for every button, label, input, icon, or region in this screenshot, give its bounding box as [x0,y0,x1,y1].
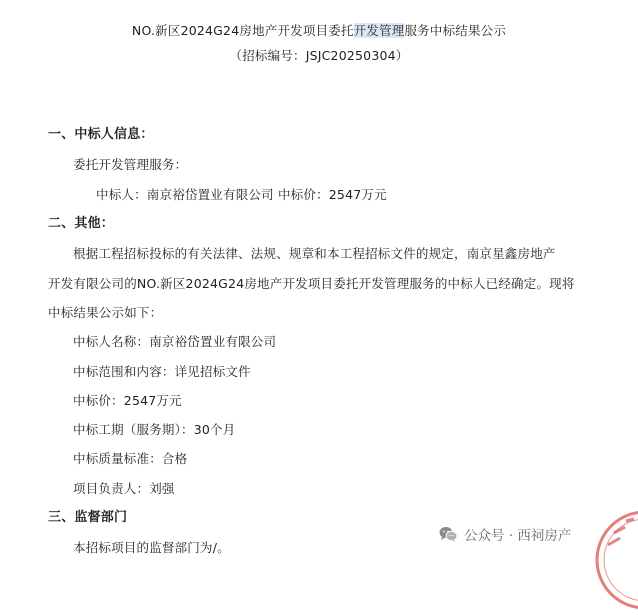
winner-summary: 中标人：南京裕岱置业有限公司 中标价：2547万元 [96,187,387,202]
tender-number: （招标编号：JSJC20250304） [229,48,409,63]
detail-manager: 项目负责人：刘强 [73,481,175,496]
service-label: 委托开发管理服务： [73,157,188,172]
watermark-text: 公众号 · 西祠房产 [464,528,572,544]
section-heading-other: 二、其他： [48,216,115,231]
section-heading-supervision: 三、监督部门 [48,510,128,525]
section-heading-winner-info: 一、中标人信息： [48,127,154,142]
detail-winner-name: 中标人名称：南京裕岱置业有限公司 [73,334,277,349]
title-post: 服务中标结果公示 [404,23,507,38]
detail-period: 中标工期（服务期）：30个月 [73,422,236,437]
document-title [0,23,638,39]
body-paragraph-line-2: 开发有限公司的NO.新区2024G24房地产开发项目委托开发管理服务的中标人已经确定。现将 [48,276,575,291]
detail-scope: 中标范围和内容：详见招标文件 [73,364,251,379]
wechat-watermark [438,524,571,544]
supervision-text: 本招标项目的监督部门为/。 [73,540,230,555]
body-paragraph-line-3: 中标结果公示如下： [48,305,163,320]
seal-stamp [590,505,638,615]
detail-price: 中标价：2547万元 [73,393,182,408]
detail-quality: 中标质量标准：合格 [73,451,188,466]
wechat-icon [438,524,458,544]
title-highlight: 开发管理 [353,23,405,38]
body-paragraph-line-1: 根据工程招标投标的有关法律、法规、规章和本工程招标文件的规定，南京星鑫房地产 [73,246,556,261]
title-pre: NO.新区2024G24房地产开发项目委托 [131,23,354,38]
